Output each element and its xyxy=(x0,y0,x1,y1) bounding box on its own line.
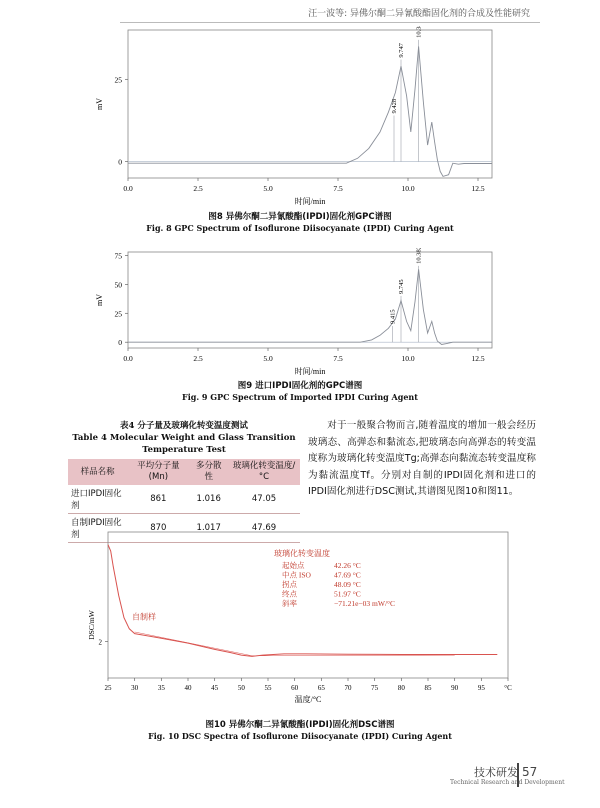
header-rule xyxy=(120,22,540,23)
table4-header-cell: 平均分子量(Mn) xyxy=(127,459,189,485)
y-tick-label: 2 xyxy=(98,638,102,647)
fig10-svg xyxy=(84,528,524,706)
table-cell: 870 xyxy=(127,514,189,543)
x-axis-label: 温度/°C xyxy=(294,695,322,704)
x-tick-label: 40 xyxy=(184,684,192,692)
table4-header-cell: 样品名称 xyxy=(68,459,127,485)
x-tick-label: 80 xyxy=(397,684,405,692)
y-tick-label: 0 xyxy=(118,157,122,167)
peak-label: 10.382 xyxy=(415,248,423,264)
table-cell: 861 xyxy=(127,485,189,514)
plot-frame xyxy=(128,30,492,178)
gpc-trace xyxy=(128,46,492,176)
table-cell: 进口IPDI固化剂 xyxy=(68,485,127,514)
x-tick-label: 65 xyxy=(317,684,325,692)
x-tick-label: 85 xyxy=(424,684,432,692)
series-label: 自制样 xyxy=(132,612,156,622)
x-tick-label: 5.0 xyxy=(263,184,273,193)
peak-label: 9.415 xyxy=(389,309,397,325)
x-axis-label: 时间/min xyxy=(294,197,326,206)
y-axis-label: mV xyxy=(95,294,104,306)
table-cell: 1.016 xyxy=(189,485,228,514)
footer-journal-en: Technical Research and Development xyxy=(450,779,565,786)
peak-label: 10.381 xyxy=(415,26,423,38)
x-tick-label: °C xyxy=(504,684,512,692)
y-tick-label: 75 xyxy=(114,251,122,261)
dsc-annotation-label: 起始点 xyxy=(282,561,305,570)
dsc-annotation-label: 中点 ISO xyxy=(282,570,311,580)
fig8-caption-en: Fig. 8 GPC Spectrum of Isoflurone Diisocyanate (IPDI) Curing Agent xyxy=(146,223,454,233)
x-tick-label: 7.5 xyxy=(333,184,343,193)
y-axis-label: mV xyxy=(95,98,104,110)
table-row xyxy=(68,485,300,514)
dsc-annotation-label: 拐点 xyxy=(282,580,297,589)
gpc-trace xyxy=(128,269,492,344)
table4-title-en-2: Temperature Test xyxy=(142,445,226,455)
fig10-caption-cn: 图10 异佛尔酮二异氰酸酯(IPDI)固化剂DSC谱图 xyxy=(205,720,395,730)
page-number: 57 xyxy=(522,765,538,779)
x-tick-label: 70 xyxy=(344,684,352,692)
table-cell: 自制IPDI固化剂 xyxy=(68,514,127,543)
fig9-caption-en: Fig. 9 GPC Spectrum of Imported IPDI Curing Agent xyxy=(182,392,418,402)
fig8-chart xyxy=(80,26,520,206)
x-tick-label: 55 xyxy=(264,684,272,692)
x-tick-label: 5.0 xyxy=(263,354,273,363)
running-title: 汪一波等: 异佛尔酮二异氰酸酯固化剂的合成及性能研究 xyxy=(308,9,530,19)
dsc-annotation-label: 终点 xyxy=(282,589,297,599)
fig8-svg xyxy=(80,26,520,206)
body-paragraph: 对于一般聚合物而言,随着温度的增加一般会经历玻璃态、高弹态和黏流态,把玻璃态向高弹态的转变温度称为玻璃化转变温度Tg;高弹态向黏流态转变温度称为黏流温度Tf。分别对自制的IPDI固化剂和进口的IPDI固化剂进行DSC测试,其谱图见图10和图11。 xyxy=(308,420,536,497)
table-cell: 47.05 xyxy=(228,485,300,514)
fig9-svg xyxy=(80,248,520,376)
table4 xyxy=(68,420,300,543)
y-tick-label: 25 xyxy=(114,309,122,319)
x-tick-label: 12.5 xyxy=(471,184,485,193)
dsc-annotation-value: 47.69 °C xyxy=(334,570,361,580)
table4-title-en-1: Table 4 Molecular Weight and Glass Transition xyxy=(72,433,296,443)
peak-label: 9.745 xyxy=(398,279,405,294)
x-tick-label: 95 xyxy=(477,684,485,692)
x-tick-label: 25 xyxy=(104,684,112,692)
x-tick-label: 7.5 xyxy=(333,354,343,363)
x-tick-label: 90 xyxy=(451,684,459,692)
footer-divider xyxy=(517,763,519,787)
table4-title-cn: 表4 分子量及玻璃化转变温度测试 xyxy=(120,421,248,431)
table4-header-row xyxy=(68,459,300,485)
dsc-annotation-value: −71.21e−03 mW/°C xyxy=(334,599,396,608)
peak-label: 9.747 xyxy=(398,42,405,58)
x-tick-label: 12.5 xyxy=(471,354,485,363)
x-tick-label: 50 xyxy=(237,684,245,692)
baseline-line xyxy=(252,655,455,656)
tangent-line xyxy=(135,632,252,656)
plot-frame xyxy=(128,252,492,348)
fig8-caption-cn: 图8 异佛尔酮二异氰酸酯(IPDI)固化剂GPC谱图 xyxy=(208,212,392,222)
fig10-chart xyxy=(84,528,524,706)
x-tick-label: 10.0 xyxy=(401,184,415,193)
x-tick-label: 75 xyxy=(371,684,379,692)
peak-label: 9.428 xyxy=(391,98,398,114)
dsc-annotation-value: 42.26 °C xyxy=(334,561,361,570)
x-tick-label: 60 xyxy=(291,684,299,692)
dsc-annotation-label: 斜率 xyxy=(282,599,297,608)
fig9-chart xyxy=(80,248,520,376)
fig10-caption-en: Fig. 10 DSC Spectra of Isoflurone Diisocyanate (IPDI) Curing Agent xyxy=(148,731,452,741)
x-tick-label: 35 xyxy=(157,684,165,692)
y-tick-label: 50 xyxy=(114,280,122,290)
x-tick-label: 2.5 xyxy=(193,184,203,193)
dsc-annotation-title: 玻璃化转变温度 xyxy=(274,549,330,558)
y-axis-label: DSC/mW xyxy=(87,610,96,640)
x-tick-label: 10.0 xyxy=(401,354,415,363)
footer-journal-cn: 技术研发 xyxy=(474,766,518,779)
table4-header-cell: 多分散性 xyxy=(189,459,228,485)
x-tick-label: 30 xyxy=(131,684,139,692)
table4-header-cell: 玻璃化转变温度/°C xyxy=(228,459,300,485)
table-cell: 1.017 xyxy=(189,514,228,543)
y-tick-label: 25 xyxy=(114,75,122,85)
dsc-annotation-value: 51.97 °C xyxy=(334,589,361,599)
x-tick-label: 0.0 xyxy=(123,354,133,363)
x-axis-label: 时间/min xyxy=(294,367,326,376)
x-tick-label: 0.0 xyxy=(123,184,133,193)
y-tick-label: 0 xyxy=(118,338,122,348)
table-cell: 47.69 xyxy=(228,514,300,543)
dsc-annotation-value: 48.09 °C xyxy=(334,580,361,589)
x-tick-label: 2.5 xyxy=(193,354,203,363)
x-tick-label: 45 xyxy=(211,684,219,692)
fig9-caption-cn: 图9 进口IPDI固化剂的GPC谱图 xyxy=(237,381,363,391)
